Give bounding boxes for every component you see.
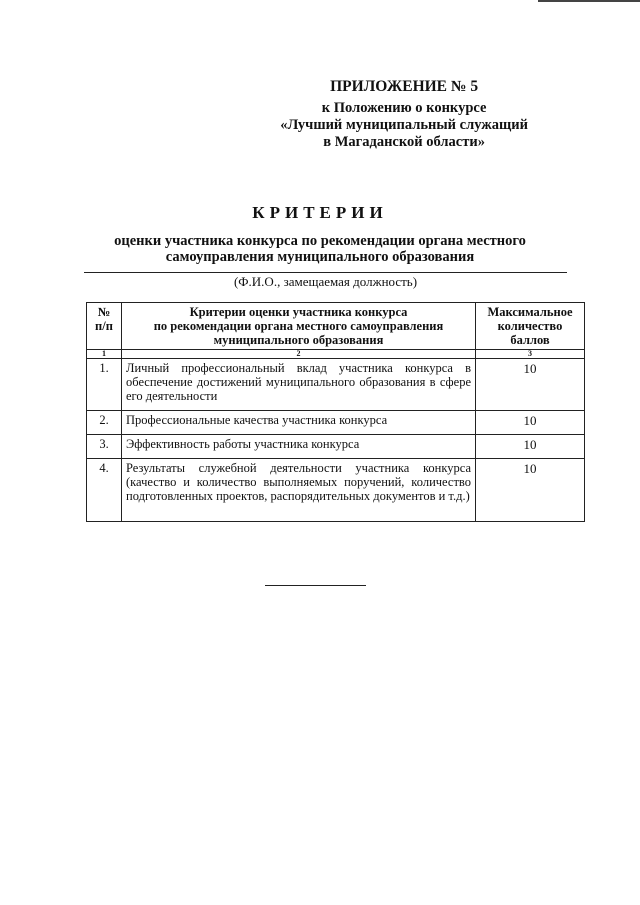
document-title: КРИТЕРИИ xyxy=(252,203,388,222)
header-criteria xyxy=(122,303,476,350)
header-num-line-1: № xyxy=(97,305,111,319)
header-max-line-2: количество xyxy=(497,319,563,333)
table-header-row xyxy=(87,303,585,350)
row-criterion: Результаты служебной деятельности участника конкурса (качество и количество выполняемых поручений, количество подготовленных проектов, распорядительных документов и т.д.) xyxy=(122,459,476,522)
end-divider xyxy=(265,585,366,586)
row-score xyxy=(476,435,585,459)
row-criterion: Личный профессиональный вклад участника конкурса в обеспечение достижений муниципального образования в сфере его деятельности xyxy=(122,359,476,411)
scan-edge-line xyxy=(538,0,640,2)
column-number: 2 xyxy=(122,350,476,359)
row-number: 3. xyxy=(87,435,122,459)
column-number-row xyxy=(87,350,585,359)
row-criterion: Эффективность работы участника конкурса xyxy=(122,435,476,459)
row-score-value: 10 xyxy=(523,413,537,428)
criteria-table xyxy=(86,302,585,522)
row-score xyxy=(476,359,585,411)
document-heading xyxy=(0,203,640,265)
header-max-line-3: баллов xyxy=(510,333,550,347)
column-number: 3 xyxy=(476,350,585,359)
row-score-value: 10 xyxy=(523,437,537,452)
row-score xyxy=(476,459,585,522)
row-number: 1. xyxy=(87,359,122,411)
header-num-line-2: п/п xyxy=(95,319,113,333)
table-row xyxy=(87,459,585,522)
column-number: 1 xyxy=(87,350,122,359)
document-subtitle-line-1: оценки участника конкурса по рекомендации органа местного xyxy=(114,233,526,249)
header-criteria-line-1: Критерии оценки участника конкурса xyxy=(189,305,408,319)
row-score-value: 10 xyxy=(523,461,537,476)
appendix-line-1: к Положению о конкурсе xyxy=(321,100,487,116)
document-subtitle-line-2: самоуправления муниципального образования xyxy=(165,249,475,265)
row-number: 4. xyxy=(87,459,122,522)
header-criteria-line-2: по рекомендации органа местного самоуправления xyxy=(153,319,444,333)
table-row xyxy=(87,435,585,459)
fio-underline xyxy=(84,272,567,273)
fio-caption: (Ф.И.О., замещаемая должность) xyxy=(233,274,418,289)
table-row xyxy=(87,359,585,411)
appendix-line-2: «Лучший муниципальный служащий xyxy=(280,117,528,133)
table-row xyxy=(87,411,585,435)
appendix-header xyxy=(280,78,528,151)
header-num xyxy=(87,303,122,350)
header-max-line-1: Максимальное xyxy=(487,305,573,319)
appendix-line-3: в Магаданской области» xyxy=(323,134,485,150)
row-score-value: 10 xyxy=(523,361,537,376)
header-max-score xyxy=(476,303,585,350)
row-criterion: Профессиональные качества участника конкурса xyxy=(122,411,476,435)
row-number: 2. xyxy=(87,411,122,435)
appendix-number: ПРИЛОЖЕНИЕ № 5 xyxy=(330,78,479,95)
row-score xyxy=(476,411,585,435)
header-criteria-line-3: муниципального образования xyxy=(213,333,384,347)
